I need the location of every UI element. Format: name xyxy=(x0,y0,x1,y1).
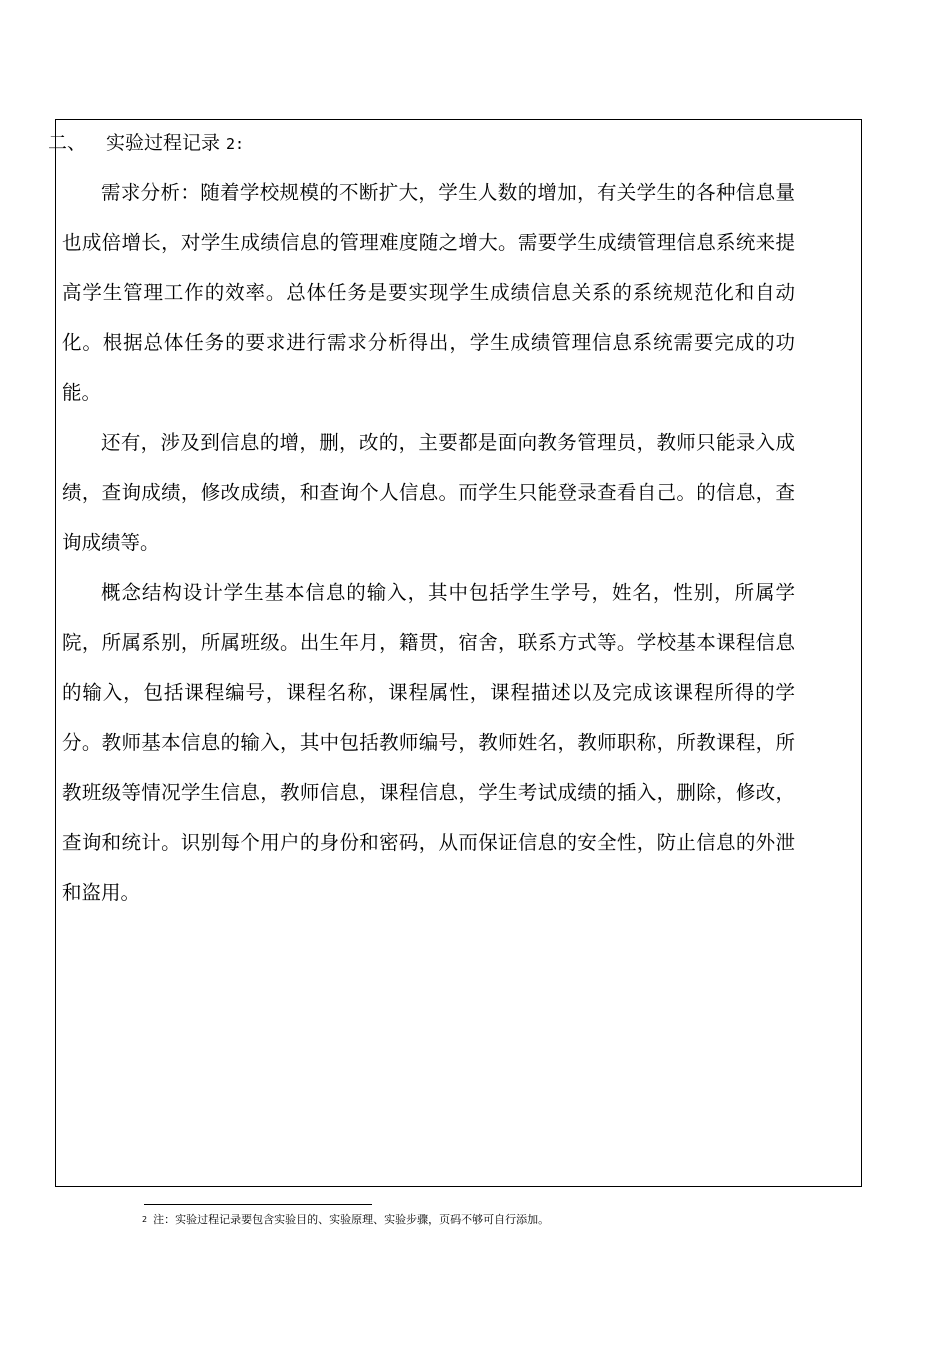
section-title: 实验过程记录 xyxy=(106,132,221,154)
footnote xyxy=(142,1212,549,1228)
footnote-mark: 2 xyxy=(142,1215,148,1224)
footnote-divider xyxy=(144,1204,372,1205)
section-heading xyxy=(48,131,244,156)
paragraph-permissions: 还有，涉及到信息的增，删，改的，主要都是面向教务管理员，教师只能录入成绩，查询成绩，修改成绩，和查询个人信息。而学生只能登录查看自己。的信息，查询成绩等。 xyxy=(62,431,795,554)
footnote-text: 注：实验过程记录要包含实验目的、实验原理、实验步骤，页码不够可自行添加。 xyxy=(153,1213,550,1226)
record-body xyxy=(62,168,795,918)
section-number: 二、 xyxy=(48,132,87,154)
paragraph-conceptual-design: 概念结构设计学生基本信息的输入，其中包括学生学号，姓名，性别，所属学院，所属系别，所属班级。出生年月，籍贯，宿舍，联系方式等。学校基本课程信息的输入，包括课程编号，课程名称，课程属性，课程描述以及完成该课程所得的学分。教师基本信息的输入，其中包括教师编号，教师姓名，教师职称，所教课程，所教班级等情况学生信息，教师信息，课程信息，学生考试成绩的插入，删除，修改，查询和统计。识别每个用户的身份和密码，从而保证信息的安全性，防止信息的外泄和盗用。 xyxy=(62,581,795,904)
paragraph-requirements: 需求分析：随着学校规模的不断扩大，学生人数的增加，有关学生的各种信息量也成倍增长，对学生成绩信息的管理难度随之增大。需要学生成绩管理信息系统来提高学生管理工作的效率。总体任务是要实现学生成绩信息关系的系统规范化和自动化。根据总体任务的要求进行需求分析得出，学生成绩管理信息系统需要完成的功能。 xyxy=(62,181,795,404)
footnote-reference: 2: xyxy=(226,135,245,153)
